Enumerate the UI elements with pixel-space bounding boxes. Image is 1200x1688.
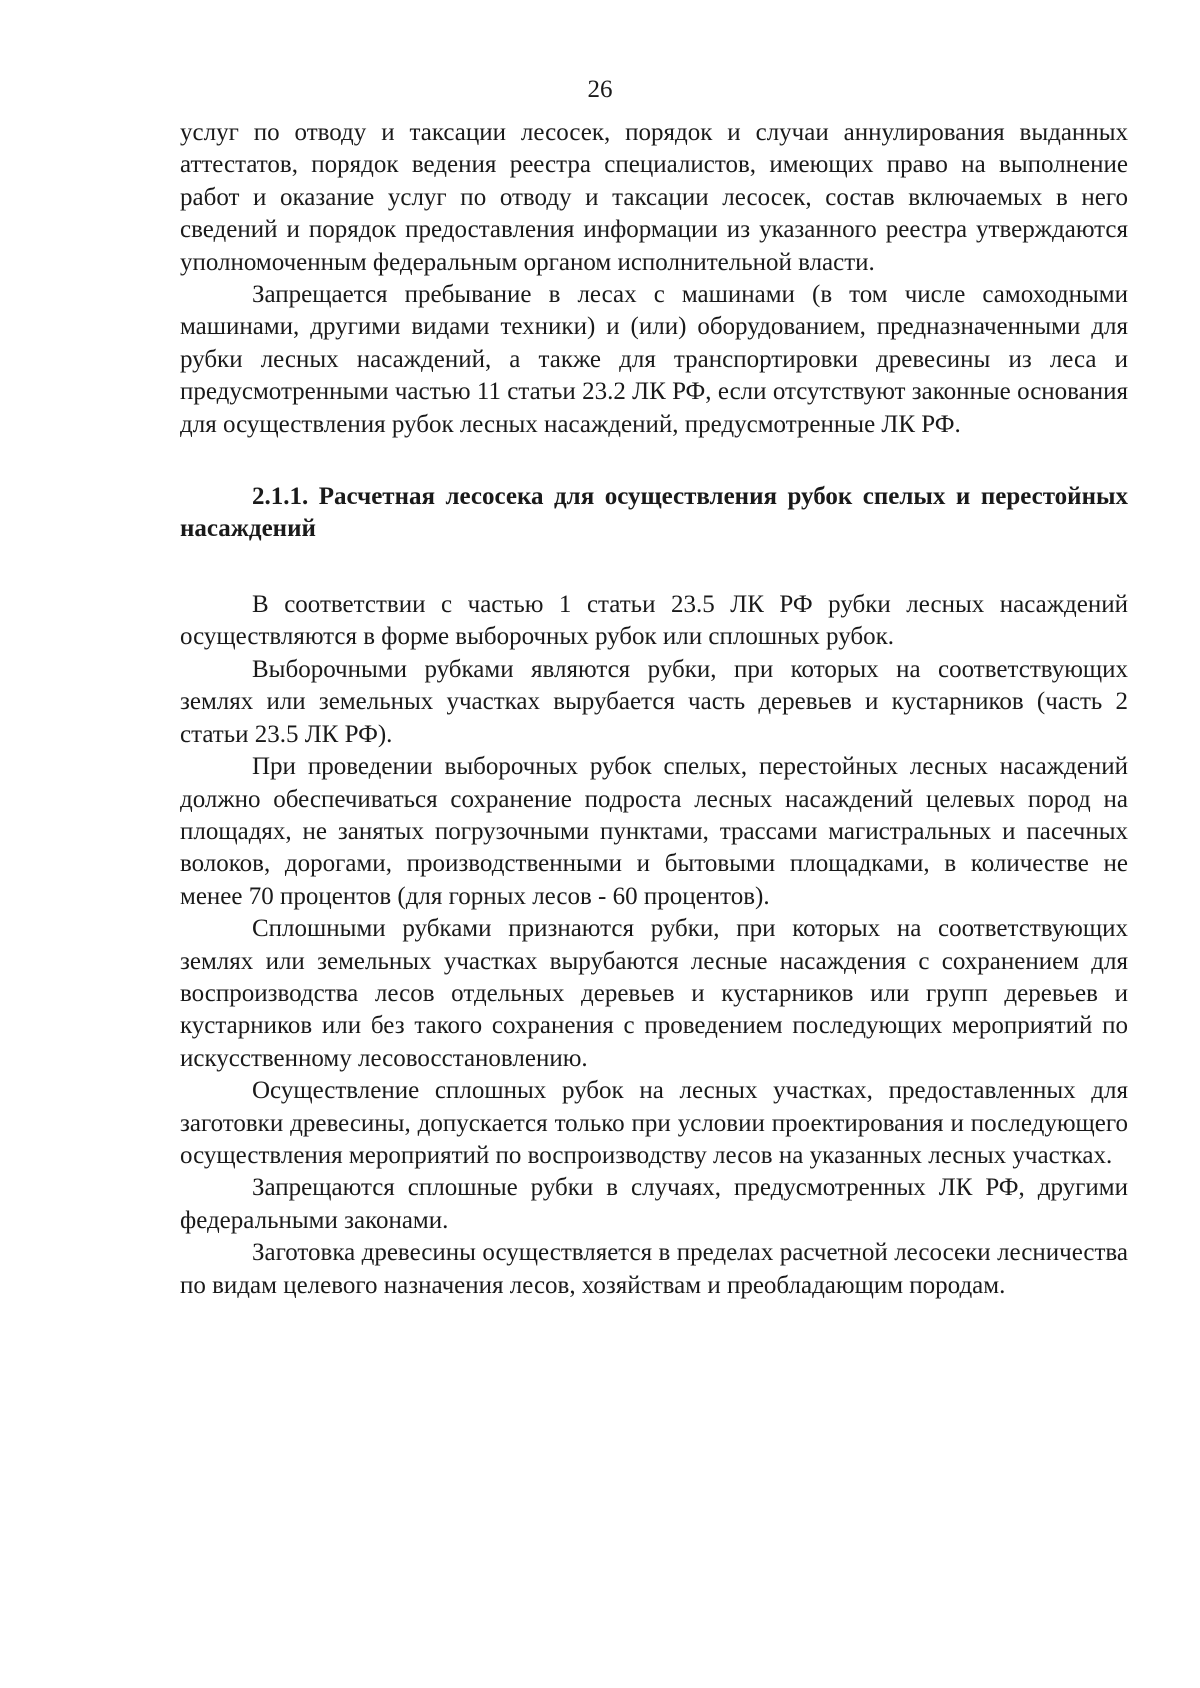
section-heading: 2.1.1. Расчетная лесосека для осуществления рубок спелых и перестойных насаждений: [180, 483, 1128, 543]
document-body: [180, 117, 1128, 1302]
paragraph-selective-felling: Выборочными рубками являются рубки, при которых на соответствующих землях или земельных участках вырубается часть деревьев и кустарников (часть 2 статьи 23.5 ЛК РФ).: [180, 655, 1128, 748]
paragraph-undergrowth-preservation: При проведении выборочных рубок спелых, перестойных лесных насаждений должно обеспечиваться сохранение подроста лесных насаждений целевых пород на площадях, не занятых погрузочными пунктами, трассами магистральных и пасечных волоков, дорогами, производственными и бытовыми площадками, в количестве не менее 70 процентов (для горных лесов - 60 процентов).: [180, 753, 1128, 910]
page-number: 26: [587, 76, 613, 103]
paragraph-clear-felling: Сплошными рубками признаются рубки, при которых на соответствующих землях или земельных участках вырубаются лесные насаждения с сохранением для воспроизводства лесов отдельных деревьев и кустарников или групп деревьев и кустарников или без такого сохранения с проведением последующих мероприятий по искусственному лесовосстановлению.: [180, 915, 1128, 1072]
paragraph-clear-felling-conditions: Осуществление сплошных рубок на лесных участках, предоставленных для заготовки древесины, допускается только при условии проектирования и последующего осуществления мероприятий по воспроизводству лесов на указанных лесных участках.: [180, 1077, 1128, 1169]
paragraph-continuation: услуг по отводу и таксации лесосек, порядок и случаи аннулирования выданных аттестатов, порядок ведения реестра специалистов, имеющих право на выполнение работ и оказание услуг по отводу и таксации лесосек, состав включаемых в него сведений и порядок предоставления информации из указанного реестра утверждаются уполномоченным федеральным органом исполнительной власти.: [180, 119, 1128, 276]
paragraph-clear-felling-prohibition: Запрещаются сплошные рубки в случаях, предусмотренных ЛК РФ, другими федеральными законами.: [180, 1174, 1128, 1234]
paragraph-forms-of-felling: В соответствии с частью 1 статьи 23.5 ЛК РФ рубки лесных насаждений осуществляются в форме выборочных рубок или сплошных рубок.: [180, 591, 1128, 651]
paragraph-prohibition-machines: Запрещается пребывание в лесах с машинами (в том числе самоходными машинами, другими видами техники) и (или) оборудованием, предназначенными для рубки лесных насаждений, а также для транспортировки древесины из леса и предусмотренными частью 11 статьи 23.2 ЛК РФ, если отсутствуют законные основания для осуществления рубок лесных насаждений, предусмотренные ЛК РФ.: [180, 281, 1128, 438]
paragraph-harvesting-limits: Заготовка древесины осуществляется в пределах расчетной лесосеки лесничества по видам целевого назначения лесов, хозяйствам и преобладающим породам.: [180, 1239, 1128, 1299]
